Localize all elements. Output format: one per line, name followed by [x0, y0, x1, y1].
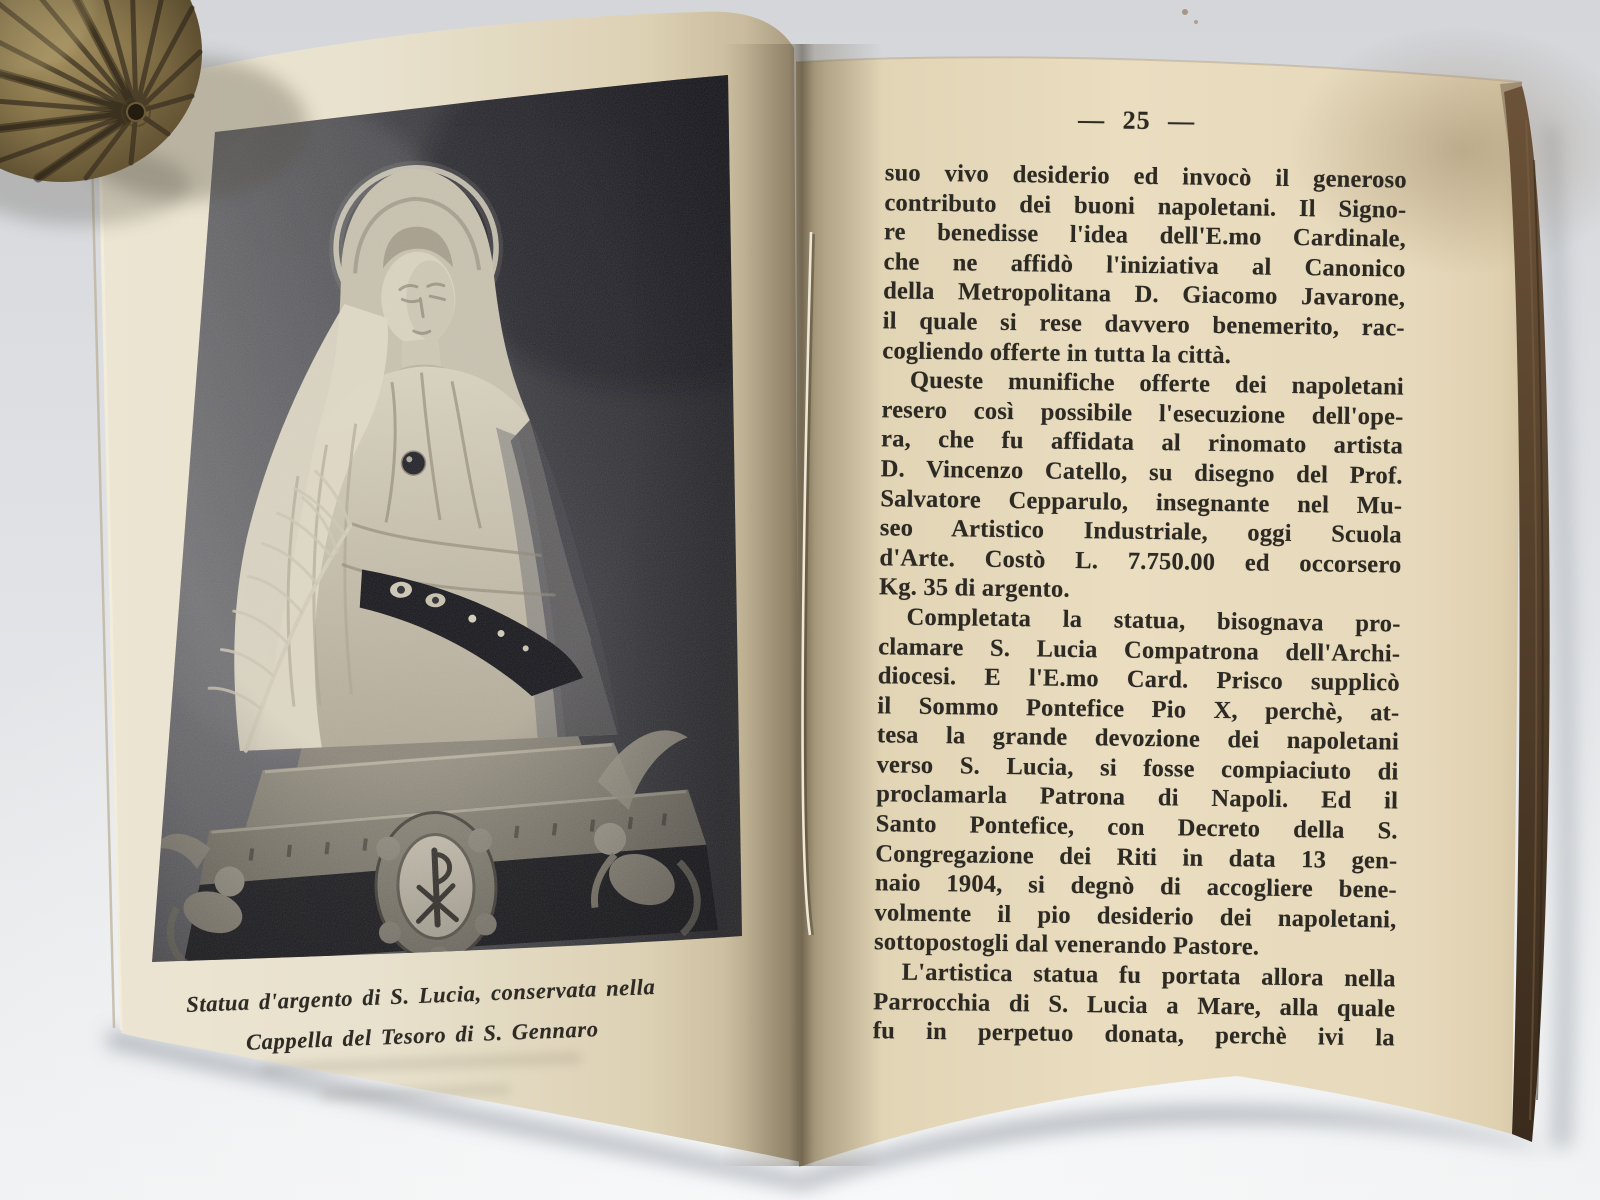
text-line: tesa la grande devozione dei napoletani — [876, 721, 1400, 756]
text-line: il quale si rese davvero benemerito, rac- — [882, 307, 1405, 342]
text-line: naio 1904, si degnò di accogliere bene- — [874, 869, 1398, 904]
paragraph — [873, 957, 1396, 1053]
text-line: resero così possibile l'esecuzione dell'ope- — [881, 395, 1404, 431]
text-line: cogliendo offerte in tutta la città. — [882, 336, 1232, 369]
caption-line: Cappella del Tesoro di S. Gennaro — [245, 1016, 600, 1055]
text-line: che ne affidò l'iniziativa al Canonico — [883, 248, 1406, 283]
paragraph — [874, 602, 1401, 964]
right-page-text — [853, 90, 1408, 1053]
text-line: Kg. 35 di argento. — [878, 573, 1070, 604]
page-number: — 25 — — [1077, 104, 1196, 136]
knob-knot — [127, 103, 145, 121]
text-line: verso S. Lucia, si fosse compiaciuto di — [876, 751, 1399, 786]
table-speck — [1182, 9, 1188, 15]
text-line: ra, che fu affidata al rinomato artista — [880, 425, 1404, 460]
text-line: L'artistica statua fu portata allora nella — [901, 958, 1396, 993]
text-line: suo vivo desiderio ed invocò il generoso — [884, 159, 1407, 194]
table-speck — [1194, 20, 1198, 24]
text-line: Congregazione dei Riti in data 13 gen- — [875, 839, 1398, 875]
text-line: volmente il pio desiderio dei napoletani, — [874, 899, 1397, 934]
text-line: D. Vincenzo Catello, su disegno del Prof. — [880, 455, 1403, 490]
paragraph — [879, 365, 1404, 609]
text-line: proclamarla Patrona di Napoli. Ed il — [875, 780, 1399, 815]
text-line: contributo dei buoni napoletani. Il Signo- — [884, 188, 1407, 224]
text-line: della Metropolitana D. Giacomo Javarone, — [883, 277, 1406, 312]
text-line: Queste munifiche offerte dei napoletani — [909, 366, 1405, 401]
text-line: fu in perpetuo donata, perchè ivi la — [872, 1017, 1396, 1052]
text-line: Completata la statua, bisognava pro- — [906, 603, 1401, 638]
text-line: il Sommo Pontefice Pio X, perchè, at- — [877, 691, 1400, 727]
text-line: Santo Pontefice, con Decreto della S. — [875, 810, 1398, 845]
body-text — [853, 158, 1407, 1053]
text-line: seo Artistico Industriale, oggi Scuola — [879, 514, 1403, 549]
text-line: Salvatore Cepparulo, insegnante nel Mu- — [880, 484, 1403, 520]
text-line: clamare S. Lucia Compatrona dell'Archi- — [878, 632, 1401, 668]
text-line: Parrocchia di S. Lucia a Mare, alla quale — [873, 987, 1396, 1023]
text-line: sottopostogli dal venerando Pastore. — [873, 928, 1260, 962]
text-line: re benedisse l'idea dell'E.mo Cardinale, — [883, 218, 1407, 253]
paragraph — [882, 158, 1407, 372]
text-line: d'Arte. Costò L. 7.750.00 ed occorsero — [879, 543, 1402, 579]
caption-line: Statua d'argento di S. Lucia, conservata nella — [185, 973, 656, 1017]
text-line: diocesi. E l'E.mo Card. Prisco supplicò — [877, 662, 1400, 697]
